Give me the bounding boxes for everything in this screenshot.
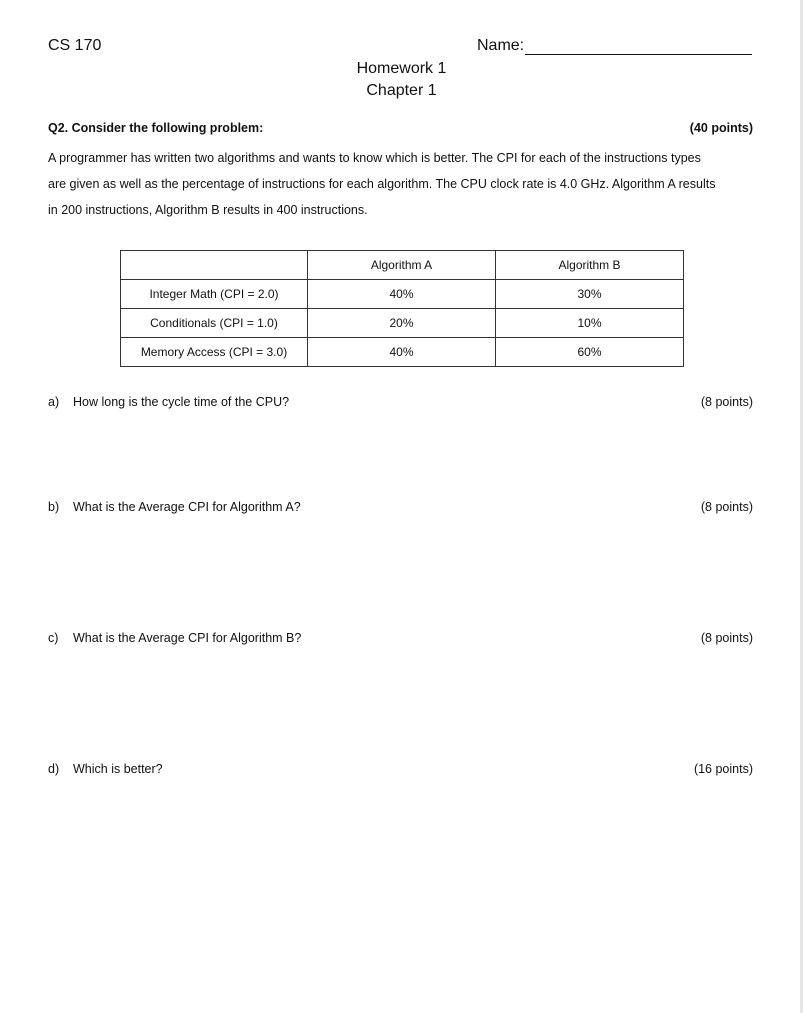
course-code: CS 170	[48, 37, 102, 54]
subquestion-label: b)	[48, 500, 60, 514]
cpi-table	[120, 250, 684, 367]
subquestion-text: What is the Average CPI for Algorithm B?	[73, 631, 302, 645]
problem-line: in 200 instructions, Algorithm B results in 400 instructions.	[48, 203, 368, 217]
table-header-cell: Algorithm B	[496, 251, 684, 280]
table-cell: 40%	[308, 280, 496, 309]
table-header-cell: Algorithm A	[308, 251, 496, 280]
table-cell: Conditionals (CPI = 1.0)	[121, 309, 308, 338]
subquestion-label: c)	[48, 631, 59, 645]
subquestion-label: d)	[48, 762, 60, 776]
subquestion-text: What is the Average CPI for Algorithm A?	[73, 500, 301, 514]
table-cell: Memory Access (CPI = 3.0)	[121, 338, 308, 367]
name-blank-line	[525, 38, 752, 55]
table-row	[121, 309, 684, 338]
subquestion-text: Which is better?	[73, 762, 163, 776]
subquestion-points: (8 points)	[700, 500, 753, 514]
table-row	[121, 338, 684, 367]
table-row	[121, 280, 684, 309]
table-header-row	[121, 251, 684, 280]
name-label: Name:	[477, 37, 525, 54]
subquestion-points: (16 points)	[693, 762, 753, 776]
chapter-subtitle: Chapter 1	[366, 82, 437, 99]
subquestion-c	[48, 631, 301, 645]
table-cell: 10%	[496, 309, 684, 338]
table-cell: 30%	[496, 280, 684, 309]
subquestion-text: How long is the cycle time of the CPU?	[73, 395, 290, 409]
question-heading: Q2. Consider the following problem:	[48, 121, 264, 135]
problem-line: are given as well as the percentage of instructions for each algorithm. The CPU clock rate is 4.0 GHz. Algorithm A results	[48, 177, 716, 191]
table-cell: 40%	[308, 338, 496, 367]
name-field	[477, 37, 752, 55]
subquestion-d	[48, 762, 163, 776]
homework-title: Homework 1	[356, 60, 447, 77]
subquestion-points: (8 points)	[700, 395, 753, 409]
table-header-cell	[121, 251, 308, 280]
table-cell: Integer Math (CPI = 2.0)	[121, 280, 308, 309]
table-cell: 60%	[496, 338, 684, 367]
problem-statement	[48, 145, 756, 223]
table-cell: 20%	[308, 309, 496, 338]
subquestion-a	[48, 395, 289, 409]
subquestion-b	[48, 500, 301, 514]
subquestion-label: a)	[48, 395, 60, 409]
problem-line: A programmer has written two algorithms and wants to know which is better. The CPI for each of the instructions types	[48, 151, 701, 165]
question-points: (40 points)	[689, 121, 753, 135]
subquestion-points: (8 points)	[700, 631, 753, 645]
